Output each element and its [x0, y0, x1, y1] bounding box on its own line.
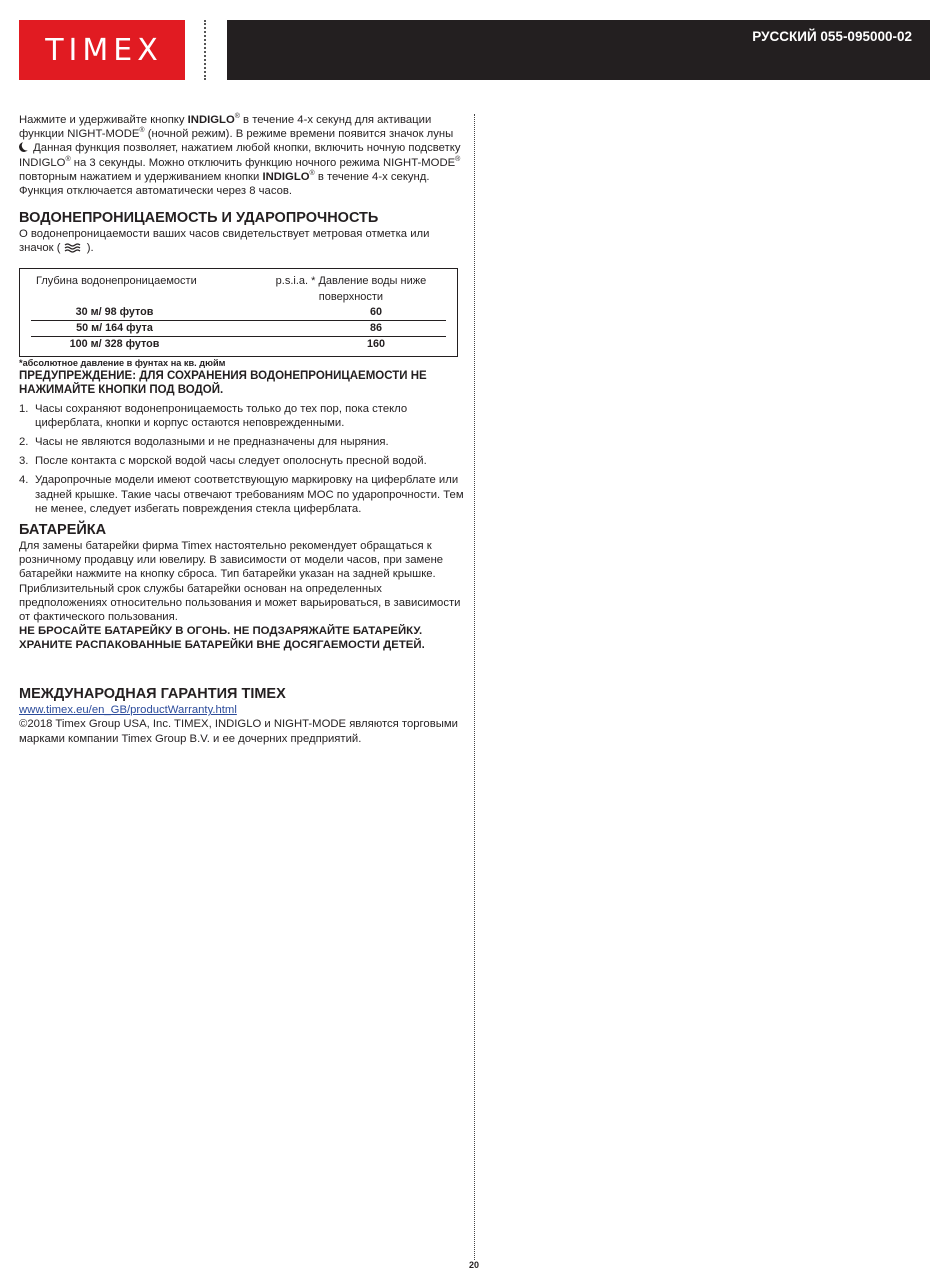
- night-mode-text-6: повторным нажатием и удерживанием кнопки: [19, 170, 263, 183]
- pressure-value: 160: [366, 337, 385, 350]
- night-mode-text-1: Нажмите и удерживайте кнопку: [19, 114, 188, 126]
- moon-icon: [18, 142, 30, 154]
- table-row: [31, 337, 446, 353]
- main-column: [19, 113, 465, 746]
- battery-heading: БАТАРЕЙКА: [19, 522, 107, 539]
- indiglo-label-2: INDIGLO: [262, 170, 310, 183]
- depth-cell: 50 м/ 164 фута: [76, 321, 153, 334]
- battery-warning: НЕ БРОСАЙТЕ БАТАРЕЙКУ В ОГОНЬ. НЕ ПОДЗАРЯЖАЙТЕ БАТАРЕЙКУ. ХРАНИТЕ РАСПАКОВАННЫЕ БАТАРЕЙКИ ВНЕ ДОСЯГАЕМОСТИ ДЕТЕЙ.: [19, 625, 425, 652]
- table-body: [31, 305, 446, 353]
- night-mode-text-2: в течение 4-х секунд для активации функции NIGHT-MODE: [19, 114, 432, 141]
- list-item: [19, 402, 465, 430]
- list-item: [19, 473, 465, 516]
- list-item: [19, 454, 465, 468]
- registered-mark: ®: [234, 113, 240, 120]
- timex-logo: [19, 20, 185, 80]
- list-number: 3.: [19, 455, 29, 468]
- warranty-link-line: [19, 703, 465, 717]
- psia-footnote: *абсолютное давление в фунтах на кв. дюйм: [19, 357, 226, 368]
- table-row: [31, 321, 446, 337]
- night-mode-text-7: в течение 4-х секунд. Функция отключается автоматически через 8 часов.: [19, 170, 430, 198]
- pressure-cell: [198, 337, 446, 353]
- list-text: Часы не являются водолазными и не предназначены для ныряния.: [35, 436, 389, 449]
- depth-cell: 30 м/ 98 футов: [75, 305, 154, 318]
- logo-text: TIMEX: [45, 32, 163, 68]
- night-mode-text-3: (ночной режим). В режиме времени появится значок луны: [144, 128, 454, 141]
- warranty-link[interactable]: www.timex.eu/en_GB/productWarranty.html: [19, 704, 237, 717]
- document-code: РУССКИЙ 055-095000-02: [752, 29, 912, 44]
- water-intro-close: ).: [83, 242, 94, 255]
- registered-mark: ®: [455, 155, 461, 163]
- water-warning: ПРЕДУПРЕЖДЕНИЕ: ДЛЯ СОХРАНЕНИЯ ВОДОНЕПРОНИЦАЕМОСТИ НЕ НАЖИМАЙТЕ КНОПКИ ПОД ВОДОЙ.: [19, 369, 427, 396]
- night-mode-text-5: на 3 секунды. Можно отключить функцию ночного режима NIGHT-MODE: [70, 156, 456, 169]
- pressure-cell: [198, 321, 446, 336]
- pressure-value: 60: [369, 305, 382, 318]
- list-number: 4.: [19, 474, 29, 487]
- water-intro-text: О водонепроницаемости ваших часов свидетельствует метровая отметка или значок (: [19, 228, 430, 255]
- night-mode-paragraph: [19, 113, 465, 198]
- page-number: 20: [468, 1260, 480, 1270]
- table-row: [31, 305, 446, 321]
- registered-mark: ®: [139, 127, 145, 135]
- battery-text: Для замены батарейки фирма Timex настоятельно рекомендует обращаться к розничному продавцу или ювелиру. В зависимости от модели часов, при замене батарейки нажмите на кнопку сброса. Тип батарейки указан на задней крышке. Приблизительный срок службы батарейки основан на определенных предположениях относительно пользования и может варьироваться, в зависимости от фактического пользования.: [19, 540, 461, 624]
- water-rules-list: [19, 402, 465, 516]
- list-number: 2.: [19, 436, 29, 449]
- list-number: 1.: [19, 402, 29, 415]
- indiglo-label-1: INDIGLO: [187, 114, 235, 126]
- list-text: После контакта с морской водой часы следует ополоснуть пресной водой.: [35, 455, 427, 468]
- header-divider: [204, 20, 206, 80]
- registered-mark: ®: [65, 155, 71, 163]
- warranty-heading: МЕЖДУНАРОДНАЯ ГАРАНТИЯ TIMEX: [19, 686, 286, 703]
- list-text: Ударопрочные модели имеют соответствующую маркировку на циферблате или задней крышке. Такие часы отвечают требованиям МОС по ударопрочности. Тем не менее, следует избегать повреждения стекла циферблата.: [35, 474, 464, 515]
- registered-mark: ®: [309, 169, 315, 177]
- water-resistance-heading: ВОДОНЕПРОНИЦАЕМОСТЬ И УДАРОПРОЧНОСТЬ: [19, 210, 379, 227]
- header-depth: Глубина водонепроницаемости: [36, 274, 197, 287]
- list-text: Часы сохраняют водонепроницаемость только до тех пор, пока стекло циферблата, кнопки и корпус остаются неповрежденными.: [35, 402, 408, 429]
- depth-cell: 100 м/ 328 футов: [69, 337, 160, 350]
- copyright-text: ©2018 Timex Group USA, Inc. TIMEX, INDIGLO и NIGHT-MODE являются торговыми марками компании Timex Group B.V. и ее дочерних предприятий.: [19, 718, 458, 745]
- header-bar: [227, 20, 930, 80]
- night-mode-text-4: Данная функция позволяет, нажатием любой кнопки, включить ночную подсветку INDIGLO: [19, 142, 461, 169]
- header-pressure: p.s.i.a. * Давление воды ниже поверхности: [275, 274, 427, 303]
- water-intro: [19, 227, 465, 255]
- table-header: [31, 272, 447, 305]
- waves-icon: [64, 243, 84, 253]
- pressure-cell: [198, 305, 446, 320]
- column-divider: [474, 114, 475, 1260]
- water-resistance-table: [19, 268, 458, 357]
- pressure-value: 86: [369, 321, 382, 334]
- list-item: [19, 435, 465, 449]
